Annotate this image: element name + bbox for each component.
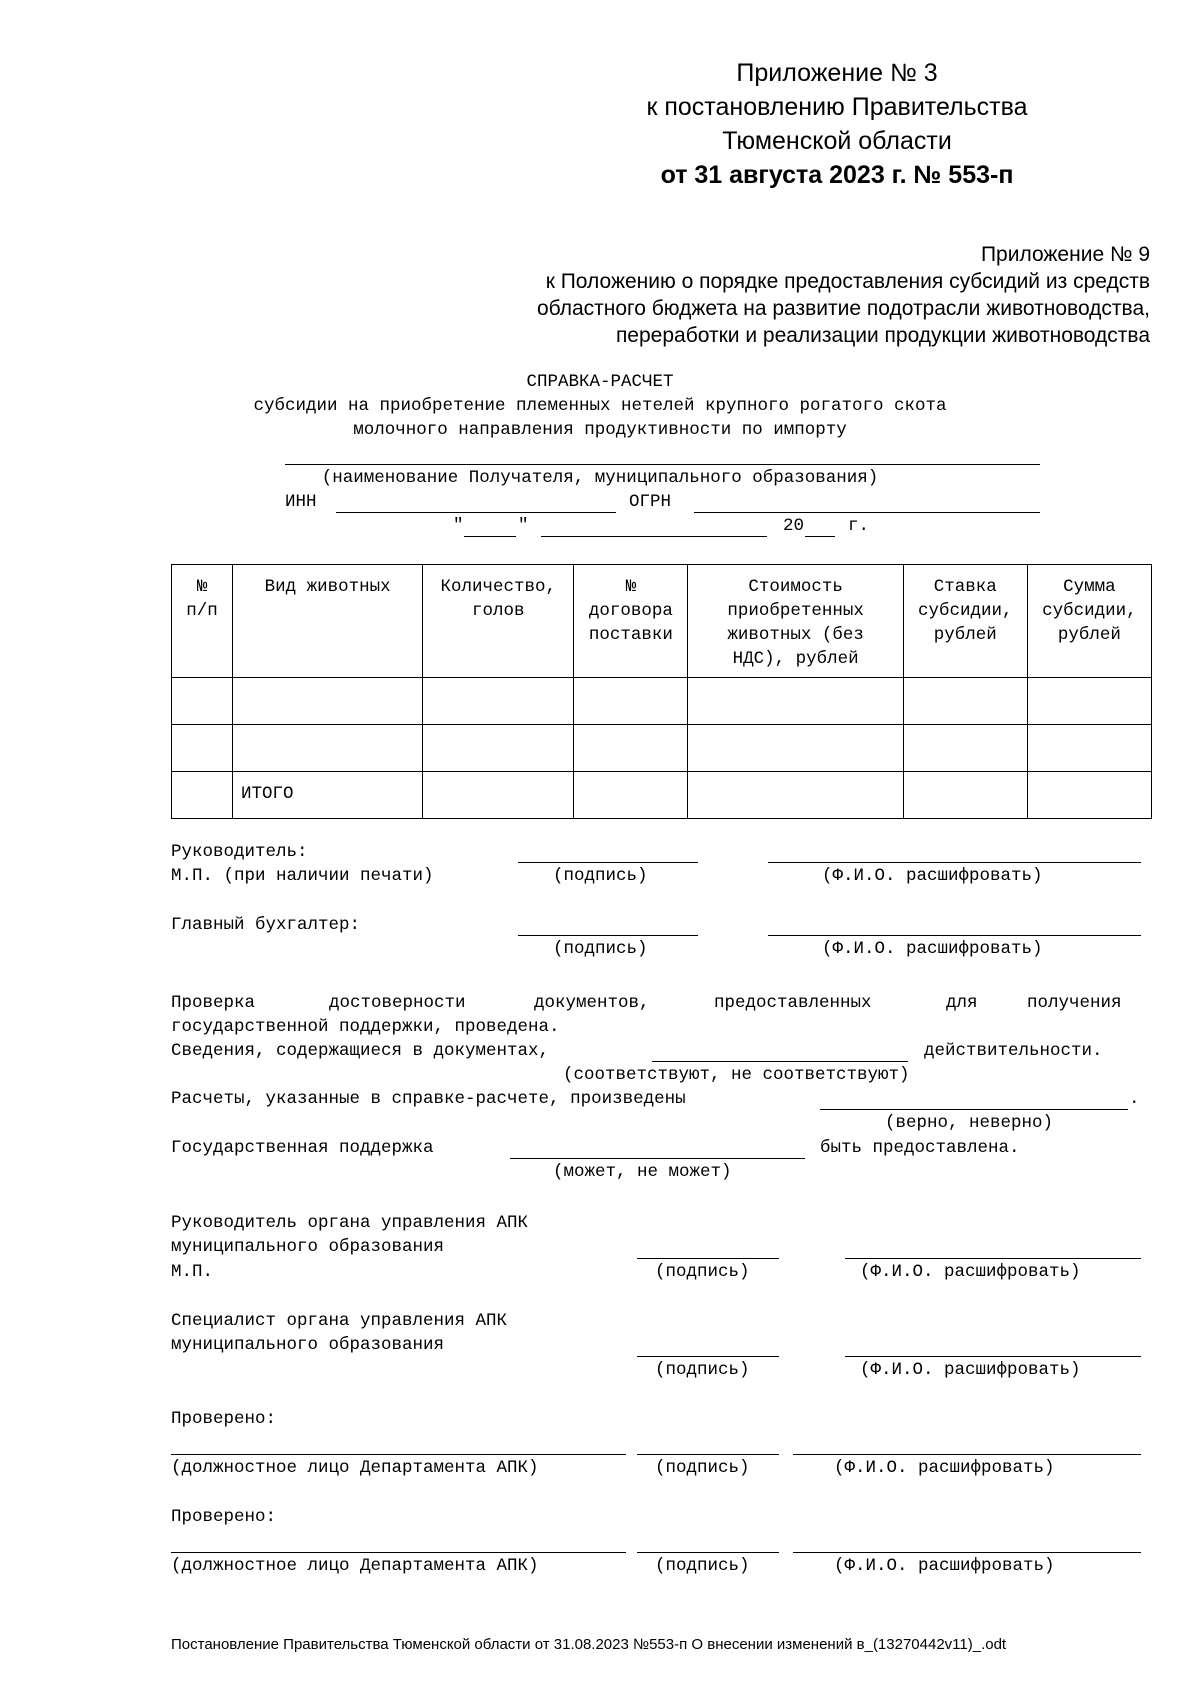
verified-fio-line-2: [793, 1552, 1141, 1553]
document-footer: Постановление Правительства Тюменской области от 31.08.2023 №553-п О внесении изменений в_(13270442v11)_.odt: [171, 1636, 1007, 1653]
verified-official-caption-1: (должностное лицо Департамента АПК): [171, 1458, 539, 1478]
table-cell: [1027, 725, 1151, 772]
table-cell: [1027, 678, 1151, 725]
check-word-6: получения: [1027, 993, 1122, 1013]
info-statement: Сведения, содержащиеся в документах,: [171, 1041, 550, 1061]
calc-fill-line: [820, 1109, 1128, 1110]
apk-head-municipality: муниципального образования: [171, 1237, 445, 1257]
calc-dot: .: [1129, 1089, 1140, 1109]
table-cell: [574, 772, 688, 819]
table-cell: [903, 678, 1027, 725]
apk-spec-fio-caption: (Ф.И.О. расшифровать): [860, 1360, 1081, 1380]
table-cell: [688, 772, 903, 819]
inn-line: [336, 512, 616, 513]
date-suffix: г.: [848, 516, 870, 536]
verified-signature-caption-2: (подпись): [655, 1556, 750, 1576]
appendix-9-number: Приложение № 9: [980, 243, 1150, 266]
support-fill-line: [510, 1158, 805, 1159]
apk-head-title: Руководитель органа управления АПК: [171, 1213, 529, 1233]
table-row: [172, 725, 1152, 772]
date-quote-close: ": [518, 516, 529, 536]
table-cell: [172, 678, 233, 725]
apk-head-fio-line: [845, 1258, 1141, 1259]
table-total-row: [172, 772, 1152, 819]
appendix-3-region: Тюменской области: [722, 127, 952, 155]
verified-official-line-1: [171, 1454, 626, 1455]
check-word-2: достоверности: [329, 993, 466, 1013]
table-cell: [172, 772, 233, 819]
apk-spec-signature-line: [637, 1356, 779, 1357]
appendix-3-header: [567, 56, 1107, 192]
doc-subtitle-1: субсидии на приобретение племенных нетелей крупного рогатого скота: [253, 396, 947, 416]
doc-title: СПРАВКА-РАСЧЕТ: [526, 372, 674, 392]
calc-caption: (верно, неверно): [885, 1113, 1054, 1133]
check-word-4: предоставленных: [714, 993, 872, 1013]
table-row: [172, 678, 1152, 725]
col-header-number: № п/п: [172, 565, 233, 678]
verified-official-caption-2: (должностное лицо Департамента АПК): [171, 1556, 539, 1576]
col-header-rate: Ставка субсидии, рублей: [903, 565, 1027, 678]
verified-label-2: Проверено:: [171, 1507, 277, 1527]
info-statement-end: действительности.: [924, 1041, 1103, 1061]
check-word-1: Проверка: [171, 993, 256, 1013]
appendix-9-header: [390, 241, 1150, 349]
verified-label-1: Проверено:: [171, 1409, 277, 1429]
recipient-line: [285, 464, 1040, 465]
col-header-quantity: Количество, голов: [423, 565, 574, 678]
calc-statement: Расчеты, указанные в справке-расчете, произведены: [171, 1089, 686, 1109]
table-cell: [574, 678, 688, 725]
appendix-3-number: Приложение № 3: [736, 59, 938, 87]
date-year: 20: [783, 516, 805, 536]
subsidy-table: [171, 564, 1152, 819]
table-cell: [574, 725, 688, 772]
table-cell: [903, 725, 1027, 772]
table-cell: [423, 678, 574, 725]
appendix-3-date: от 31 августа 2023 г. № 553-п: [660, 161, 1014, 189]
col-header-cost: Стоимость приобретенных животных (без НДС), рублей: [688, 565, 903, 678]
table-cell: [688, 678, 903, 725]
support-statement-end: быть предоставлена.: [820, 1138, 1020, 1158]
verified-signature-caption-1: (подпись): [655, 1458, 750, 1478]
head-signature-caption: (подпись): [553, 866, 648, 886]
head-fio-caption: (Ф.И.О. расшифровать): [822, 866, 1043, 886]
verified-signature-line-1: [637, 1454, 779, 1455]
table-cell: [172, 725, 233, 772]
appendix-9-line3: областного бюджета на развитие подотрасли животноводства,: [536, 297, 1150, 320]
head-label: Руководитель:: [171, 842, 308, 862]
date-year-line: [805, 536, 835, 537]
col-header-contract: № договора поставки: [574, 565, 688, 678]
recipient-caption: (наименование Получателя, муниципального образования): [321, 468, 879, 488]
apk-spec-fio-line: [845, 1356, 1141, 1357]
table-cell: [423, 772, 574, 819]
accountant-fio-caption: (Ф.И.О. расшифровать): [822, 939, 1043, 959]
total-label: ИТОГО: [233, 772, 423, 819]
col-header-amount: Сумма субсидии, рублей: [1027, 565, 1151, 678]
stamp-label: М.П. (при наличии печати): [171, 866, 434, 886]
info-fill-line: [652, 1061, 908, 1062]
accountant-label: Главный бухгалтер:: [171, 915, 361, 935]
apk-spec-title: Специалист органа управления АПК: [171, 1311, 508, 1331]
apk-head-fio-caption: (Ф.И.О. расшифровать): [860, 1262, 1081, 1282]
support-statement: Государственная поддержка: [171, 1138, 434, 1158]
table-cell: [1027, 772, 1151, 819]
apk-spec-signature-caption: (подпись): [655, 1360, 750, 1380]
appendix-9-line2: к Положению о порядке предоставления субсидий из средств: [545, 270, 1150, 293]
date-month-line: [541, 536, 767, 537]
head-signature-line: [518, 862, 698, 863]
ogrn-label: ОГРН: [629, 492, 672, 512]
info-caption: (соответствуют, не соответствуют): [563, 1065, 910, 1085]
table-cell: [423, 725, 574, 772]
verified-official-line-2: [171, 1552, 626, 1553]
appendix-9-line4: переработки и реализации продукции животноводства: [615, 324, 1150, 347]
doc-subtitle-2: молочного направления продуктивности по импорту: [353, 420, 847, 440]
verified-fio-caption-2: (Ф.И.О. расшифровать): [834, 1556, 1055, 1576]
apk-head-signature-line: [637, 1258, 779, 1259]
table-cell: [233, 725, 423, 772]
inn-label: ИНН: [285, 492, 317, 512]
table-cell: [233, 678, 423, 725]
date-quote-open: ": [453, 516, 464, 536]
apk-spec-municipality: муниципального образования: [171, 1335, 445, 1355]
col-header-animal-type: Вид животных: [233, 565, 423, 678]
support-caption: (может, не может): [553, 1162, 732, 1182]
head-fio-line: [768, 862, 1141, 863]
accountant-signature-line: [518, 935, 698, 936]
date-day-line: [464, 536, 516, 537]
apk-head-stamp: М.П.: [171, 1262, 214, 1282]
accountant-signature-caption: (подпись): [553, 939, 648, 959]
verified-fio-caption-1: (Ф.И.О. расшифровать): [834, 1458, 1055, 1478]
verified-signature-line-2: [637, 1552, 779, 1553]
ogrn-line: [694, 512, 1040, 513]
check-word-5: для: [946, 993, 978, 1013]
apk-head-signature-caption: (подпись): [655, 1262, 750, 1282]
appendix-3-ref-line: к постановлению Правительства: [646, 93, 1028, 121]
check-line-2: государственной поддержки, проведена.: [171, 1017, 560, 1037]
table-cell: [903, 772, 1027, 819]
verified-fio-line-1: [793, 1454, 1141, 1455]
accountant-fio-line: [768, 935, 1141, 936]
table-cell: [688, 725, 903, 772]
check-word-3: документов,: [534, 993, 650, 1013]
table-header-row: [172, 565, 1152, 678]
